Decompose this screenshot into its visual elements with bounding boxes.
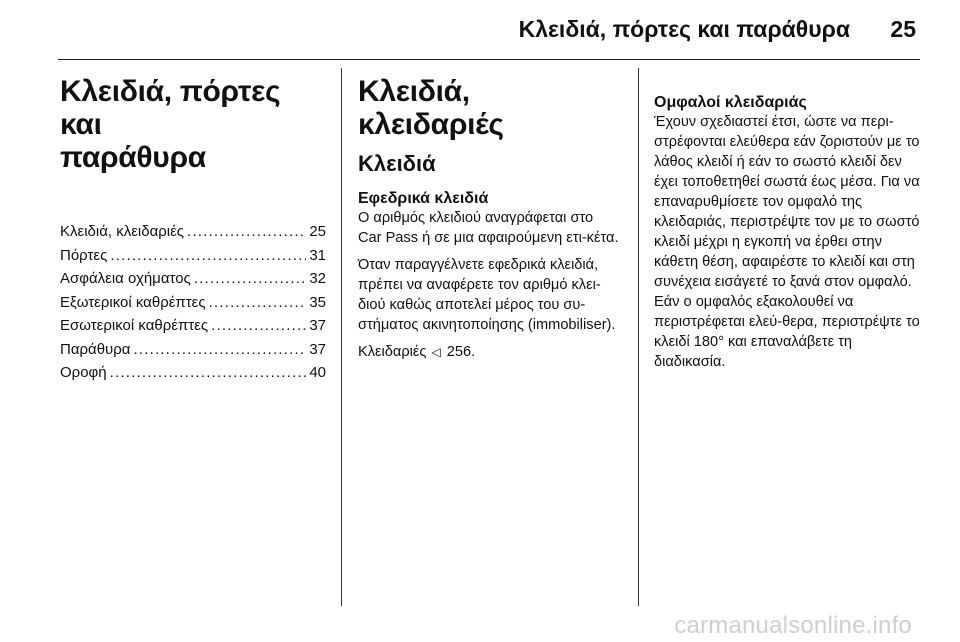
- table-of-contents: [60, 220, 326, 385]
- toc-item-title: Εσωτερικοί καθρέπτες: [60, 317, 209, 334]
- toc-item-title: Πόρτες: [60, 246, 108, 264]
- triangle-right-icon: ◁: [431, 345, 441, 359]
- toc-item[interactable]: [60, 244, 326, 268]
- lock-cylinder-heading: Ομφαλοί κλειδαριάς: [654, 94, 807, 111]
- toc-leader-dots: [110, 244, 306, 268]
- lock-cylinder-paragraph: Έχουν σχεδιαστεί έτσι, ώστε να περι-στρέφονται ελεύθερα εάν ζοριστούν με το λάθος κλειδί ή εάν το σωστό κλειδί δεν έχει τοποθετηθεί σωστά έως μέσα. Για να επαναρυθμίσετε τον ομφαλό της κλειδαριάς, περιστρέψτε τον με το σωστό κλειδί μέχρι η εγκοπή να έρθει στην κάθετη θέση, αφαιρέστε το κλειδί και στη συνέχεια εισάγετέ το ξανά στον ομφαλό. Εάν ο ομφαλός εξακολουθεί να περιστρέφεται ελεύ-θερα, περιστρέψτε το κλειδί 180° και επαναλάβετε τη διαδικασία.: [654, 114, 920, 370]
- lock-cylinder-column: [654, 93, 926, 379]
- chapter-title-line1: Κλειδιά, πόρτες και: [60, 75, 281, 141]
- page-number: 25: [890, 16, 916, 42]
- toc-item[interactable]: [60, 291, 326, 315]
- toc-leader-dots: [194, 267, 307, 291]
- keys-subtitle: Κλειδιά: [358, 151, 436, 176]
- header-divider: [58, 59, 920, 60]
- toc-item[interactable]: [60, 361, 326, 385]
- toc-item-page: 35: [309, 293, 326, 311]
- locks-cross-reference[interactable]: [358, 342, 620, 362]
- toc-leader-dots: [133, 338, 306, 362]
- chapter-title-line2: παράθυρα: [60, 141, 206, 174]
- toc-leader-dots: [187, 220, 306, 244]
- toc-item[interactable]: [60, 220, 326, 244]
- watermark: carmanualsonline.info: [674, 612, 912, 639]
- chapter-column: [60, 75, 326, 385]
- running-header-title: Κλειδιά, πόρτες και παράθυρα: [518, 16, 850, 42]
- toc-item-page: 37: [309, 317, 326, 334]
- spare-keys-heading: Εφεδρικά κλειδιά: [358, 190, 489, 207]
- column-divider-left: [341, 68, 342, 606]
- toc-leader-dots: [211, 314, 306, 338]
- keys-section-column: [358, 75, 620, 369]
- toc-item-title: Κλειδιά, κλειδαριές: [60, 223, 185, 240]
- toc-item[interactable]: [60, 267, 326, 291]
- toc-leader-dots: [110, 361, 307, 385]
- column-divider-right: [638, 68, 639, 606]
- toc-item-page: 25: [309, 223, 326, 240]
- spare-keys-paragraph-2: Όταν παραγγέλνετε εφεδρικά κλειδιά, πρέπει να αναφέρετε τον αριθμό κλει-διού καθώς αποτελεί μέρος του συ-στήματος ακινητοποίησης (immobiliser).: [358, 257, 616, 333]
- toc-item-title: Εξωτερικοί καθρέπτες: [60, 293, 206, 311]
- toc-item-page: 37: [309, 340, 326, 358]
- toc-item-title: Παράθυρα: [60, 340, 131, 358]
- toc-item-title: Οροφή: [60, 364, 107, 381]
- toc-leader-dots: [209, 291, 307, 315]
- cross-reference-page: 256.: [446, 344, 476, 360]
- toc-item-page: 40: [309, 364, 326, 381]
- toc-item[interactable]: [60, 314, 326, 338]
- toc-item-page: 31: [309, 246, 326, 264]
- chapter-title: [60, 75, 326, 174]
- spare-keys-paragraph-1: Ο αριθμός κλειδιού αναγράφεται στο Car Pass ή σε μια αφαιρούμενη ετι-κέτα.: [358, 210, 619, 246]
- toc-item-title: Ασφάλεια οχήματος: [60, 270, 191, 287]
- section-title: Κλειδιά, κλειδαριές: [358, 75, 504, 141]
- toc-item[interactable]: [60, 338, 326, 362]
- toc-item-page: 32: [309, 270, 326, 287]
- cross-reference-text: Κλειδαριές: [358, 344, 427, 360]
- page-header: [0, 0, 960, 62]
